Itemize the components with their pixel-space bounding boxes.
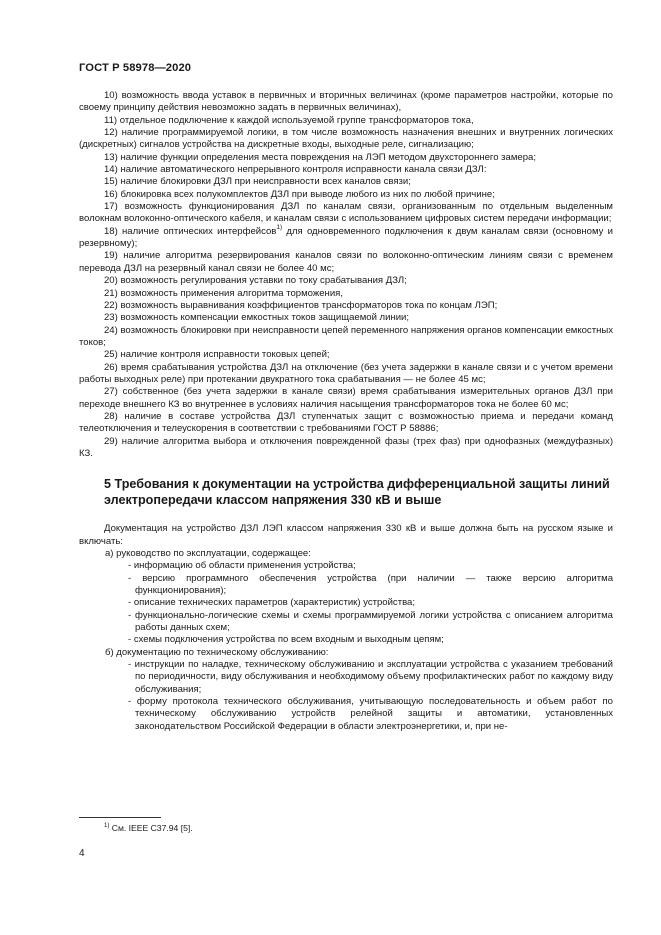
sub-list-item: - форму протокола технического обслуживания, учитывающую последовательность и объем работ по техническому обслуживанию устройств релейной защиты и автоматики, установленных законодательством Российской Федерации в области электроэнергетики, и, при не- — [128, 696, 613, 732]
list-item: 20) возможность регулирования уставки по току срабатывания ДЗЛ; — [104, 275, 407, 287]
section-heading: 5 Требования к документации на устройства дифференциальной защиты линий электропередачи классом напряжения 330 кВ и выше — [104, 477, 610, 508]
list-item-18 — [79, 223, 614, 251]
section-intro: Документация на устройство ДЗЛ ЛЭП классом напряжения 330 кВ и выше должна быть на русском языке и включать: — [79, 523, 613, 547]
item18-text-after: для одновременного подключения к двум каналам связи (основному и резервному); — [79, 225, 614, 250]
sub-list-item: - описание технических параметров (характеристик) устройства; — [128, 597, 415, 609]
list-item: 19) наличие алгоритма резервирования каналов связи по волоконно-оптическим линиям связи с временем перевода ДЗЛ на резервный канал связи не более 40 мс; — [79, 250, 613, 274]
footnote-divider — [79, 817, 161, 818]
list-item: 10) возможность ввода уставок в первичных и вторичных величинах (кроме параметров настройки, которые по своему принципу действия невозможно задать в первичных величинах), — [79, 90, 613, 114]
sub-list-item: - версию программного обеспечения устройства (при наличии — также версию алгоритма функционирования); — [128, 572, 613, 597]
document-header: ГОСТ Р 58978—2020 — [79, 62, 192, 74]
list-item: 21) возможность применения алгоритма торможения, — [104, 287, 343, 299]
list-item: 11) отдельное подключение к каждой используемой группе трансформаторов тока, — [104, 114, 474, 126]
sub-list-item: - информацию об области применения устройства; — [128, 560, 356, 572]
list-item: 28) наличие в составе устройства ДЗЛ ступенчатых защит с возможностью приема и передачи команд телеотключения и телеускорения в соответствии с требованиями ГОСТ Р 58886; — [79, 410, 613, 435]
list-item: 24) возможность блокировки при неисправности цепей переменного напряжения органов компенсации емкостных токов; — [79, 324, 613, 348]
list-item: 12) наличие программируемой логики, в том числе возможность назначения внешних и внутренних логических (дискретных) сигналов устройства на дискретные входы, выходные реле, сигнализацию; — [79, 127, 613, 151]
footnote — [104, 823, 193, 834]
list-item: 22) возможность выравнивания коэффициентов трансформаторов тока по концам ЛЭП; — [104, 299, 498, 311]
list-item: 29) наличие алгоритма выбора и отключения поврежденной фазы (трех фаз) при однофазных (междуфазных) КЗ. — [79, 435, 613, 459]
sub-list-item: - функционально-логические схемы и схемы программируемой логики устройства с описанием алгоритма работы данных схем; — [128, 609, 613, 634]
list-item: 15) наличие блокировки ДЗЛ при неисправности всех каналов связи; — [104, 176, 411, 188]
page-number: 4 — [79, 848, 85, 859]
list-item: 14) наличие автоматического непрерывного контроля исправности канала связи ДЗЛ: — [104, 164, 487, 176]
footnote-ref[interactable]: 1) — [276, 223, 283, 231]
list-item: 16) блокировка всех полукомплектов ДЗЛ при выводе любого из них по любой причине; — [104, 188, 495, 200]
item18-text-before: 18) наличие оптических интерфейсов — [104, 225, 277, 237]
sub-list-item: - схемы подключения устройства по всем входным и выходным цепям; — [128, 634, 444, 646]
list-item: 26) время срабатывания устройства ДЗЛ на отключение (без учета задержки в канале связи и с учетом времени работы выходных реле) при протекании двукратного тока срабатывания — не более 45 мс; — [79, 361, 613, 385]
list-item: 13) наличие функции определения места повреждения на ЛЭП методом двухстороннего замера; — [104, 151, 537, 163]
list-item: 25) наличие контроля исправности токовых цепей; — [104, 349, 330, 361]
sub-list-item: - инструкции по наладке, техническому обслуживанию и эксплуатации устройства с указанием требований по периодичности, виду обслуживания и необходимому объему профилактических работ по каждому виду обслуживания; — [128, 659, 613, 695]
sub-list-label-a: а) руководство по эксплуатации, содержащее: — [105, 548, 311, 559]
list-item: 27) собственное (без учета задержки в канале связи) время срабатывания измерительных органов ДЗЛ при переходе внешнего КЗ во внутреннее в условиях наличия насыщения трансформаторов тока не более 60 мс; — [79, 386, 613, 410]
footnote-text: См. IEEE C37.94 [5]. — [109, 823, 193, 833]
list-item: 17) возможность функционирования ДЗЛ по каналам связи, организованным по отдельным выделенным волокнам волоконно-оптического кабеля, и каналам связи с использованием цифровых систем передачи информации; — [79, 201, 613, 225]
list-item: 23) возможность компенсации емкостных токов защищаемой линии; — [104, 312, 410, 324]
sub-list-label-b: б) документацию по техническому обслуживанию: — [105, 646, 329, 658]
body-text — [79, 90, 613, 733]
footnote-marker: 1) — [104, 823, 110, 830]
